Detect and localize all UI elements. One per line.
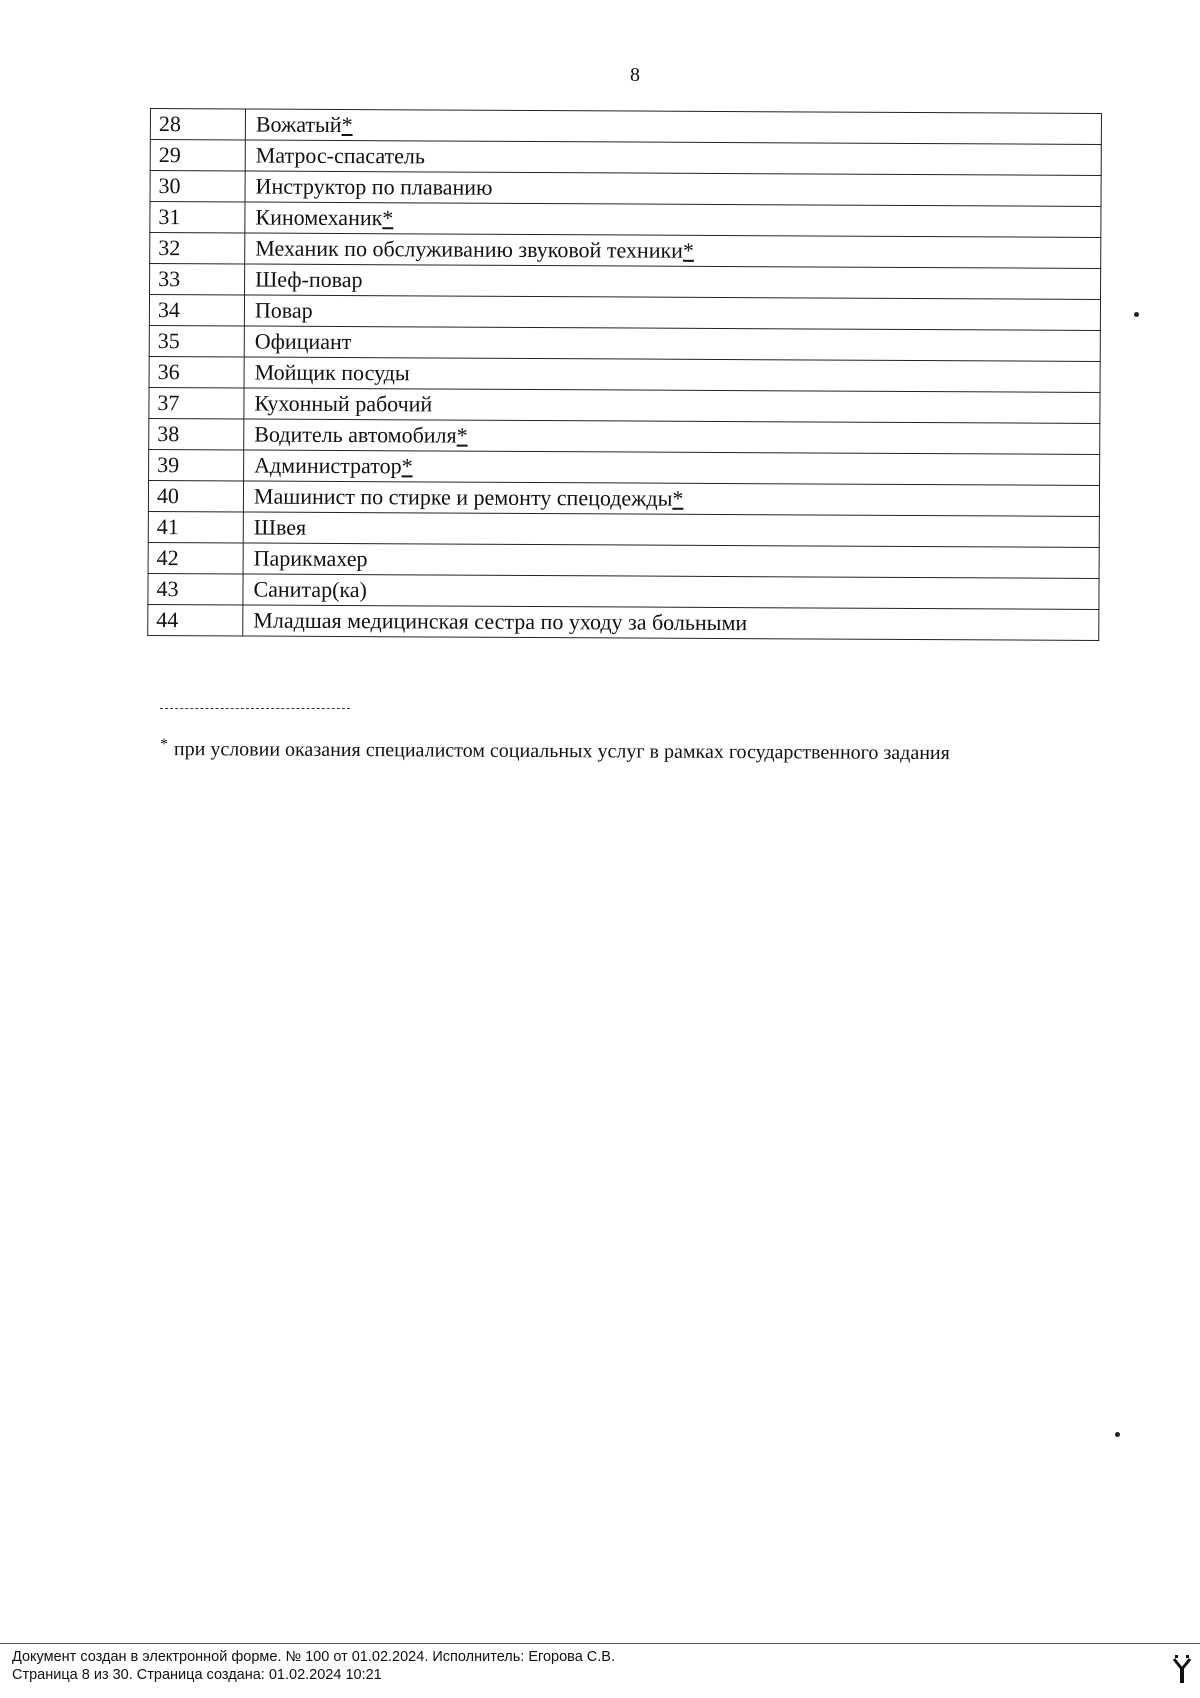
position-title: Парикмахер [253, 545, 368, 572]
position-title-cell [244, 295, 1100, 330]
row-number-cell: 33 [150, 264, 245, 295]
row-number-cell: 44 [148, 604, 243, 635]
table-row [150, 171, 1101, 207]
table-row [150, 109, 1101, 145]
row-number-cell: 31 [150, 202, 245, 233]
table-row [149, 325, 1100, 361]
position-title: Повар [254, 297, 313, 323]
position-title: Вожатый [255, 111, 342, 138]
position-title-cell [245, 233, 1101, 268]
position-title-cell [245, 202, 1101, 237]
footnote-reference-mark: * [382, 205, 394, 231]
footnote-mark: * [159, 736, 169, 754]
row-number-cell: 36 [149, 356, 244, 387]
scan-speck [1115, 1432, 1120, 1437]
footnote-reference-mark: * [341, 112, 353, 138]
staff-positions-table [147, 108, 1102, 641]
position-title-cell [244, 450, 1100, 485]
position-title: Инструктор по плаванию [255, 173, 493, 200]
staff-table-wrapper [147, 108, 1102, 641]
table-row [150, 202, 1101, 238]
row-number-cell: 34 [149, 295, 244, 326]
footer-divider [0, 1643, 1200, 1644]
scan-speck [1134, 312, 1139, 317]
table-row [149, 295, 1100, 331]
table-row [148, 573, 1099, 609]
row-number-cell: 30 [150, 171, 245, 202]
table-row [149, 387, 1100, 423]
position-title: Киномеханик [255, 204, 383, 231]
footnote-reference-mark: * [672, 485, 684, 511]
position-title: Администратор [254, 452, 402, 479]
position-title: Мойщик посуды [254, 359, 410, 386]
emblem-icon [1172, 1655, 1192, 1685]
table-row [149, 418, 1100, 454]
position-title-cell [243, 574, 1099, 609]
position-title-cell [245, 109, 1101, 144]
row-number-cell: 37 [149, 387, 244, 418]
table-row [148, 480, 1099, 516]
row-number-cell: 40 [148, 480, 243, 511]
position-title-cell [243, 543, 1099, 578]
position-title-cell [243, 481, 1099, 516]
position-title-cell [244, 326, 1100, 361]
footer-line-page: Страница 8 из 30. Страница создана: 01.02.2024 10:21 [12, 1667, 382, 1683]
footnote-reference-mark: * [456, 422, 468, 448]
position-title: Водитель автомобиля [254, 421, 457, 448]
position-title-cell [244, 357, 1100, 392]
position-title-cell [243, 512, 1099, 547]
table-row [148, 604, 1099, 640]
position-title: Шеф-повар [255, 266, 363, 293]
position-title: Швея [253, 514, 307, 540]
table-row [148, 542, 1099, 578]
footnote [160, 738, 950, 765]
footer-line-document: Документ создан в электронной форме. № 100 от 01.02.2024. Исполнитель: Егорова С.В. [12, 1649, 616, 1665]
position-title: Механик по обслуживанию звуковой техники [255, 235, 684, 263]
document-footer [12, 1648, 615, 1684]
footnote-reference-mark: * [682, 237, 695, 263]
row-number-cell: 29 [150, 140, 245, 171]
table-row [150, 264, 1101, 300]
row-number-cell: 32 [150, 233, 245, 264]
position-title-cell [245, 140, 1101, 175]
table-row [150, 140, 1101, 176]
position-title-cell [245, 171, 1101, 206]
row-number-cell: 43 [148, 573, 243, 604]
row-number-cell: 41 [148, 511, 243, 542]
position-title: Младшая медицинская сестра по уходу за больными [253, 607, 748, 636]
row-number-cell: 38 [149, 418, 244, 449]
position-title-cell [243, 605, 1099, 640]
staff-table-body [148, 109, 1102, 641]
position-title: Официант [254, 328, 352, 355]
position-title: Машинист по стирке и ремонту спецодежды [253, 483, 673, 511]
footnote-separator [160, 708, 350, 709]
row-number-cell: 42 [148, 542, 243, 573]
footnote-text: при условии оказания специалистом социальных услуг в рамках государственного задания [173, 738, 950, 765]
position-title: Санитар(ка) [253, 576, 367, 603]
position-title: Матрос-спасатель [255, 142, 426, 169]
table-row [148, 511, 1099, 547]
row-number-cell: 28 [150, 109, 245, 140]
table-row [150, 233, 1101, 269]
row-number-cell: 35 [149, 325, 244, 356]
page-number: 8 [630, 64, 640, 86]
row-number-cell: 39 [149, 449, 244, 480]
footnote-reference-mark: * [401, 453, 413, 479]
table-row [149, 449, 1100, 485]
position-title-cell [245, 264, 1101, 299]
table-row [149, 356, 1100, 392]
position-title: Кухонный рабочий [254, 390, 433, 417]
position-title-cell [244, 388, 1100, 423]
position-title-cell [244, 419, 1100, 454]
